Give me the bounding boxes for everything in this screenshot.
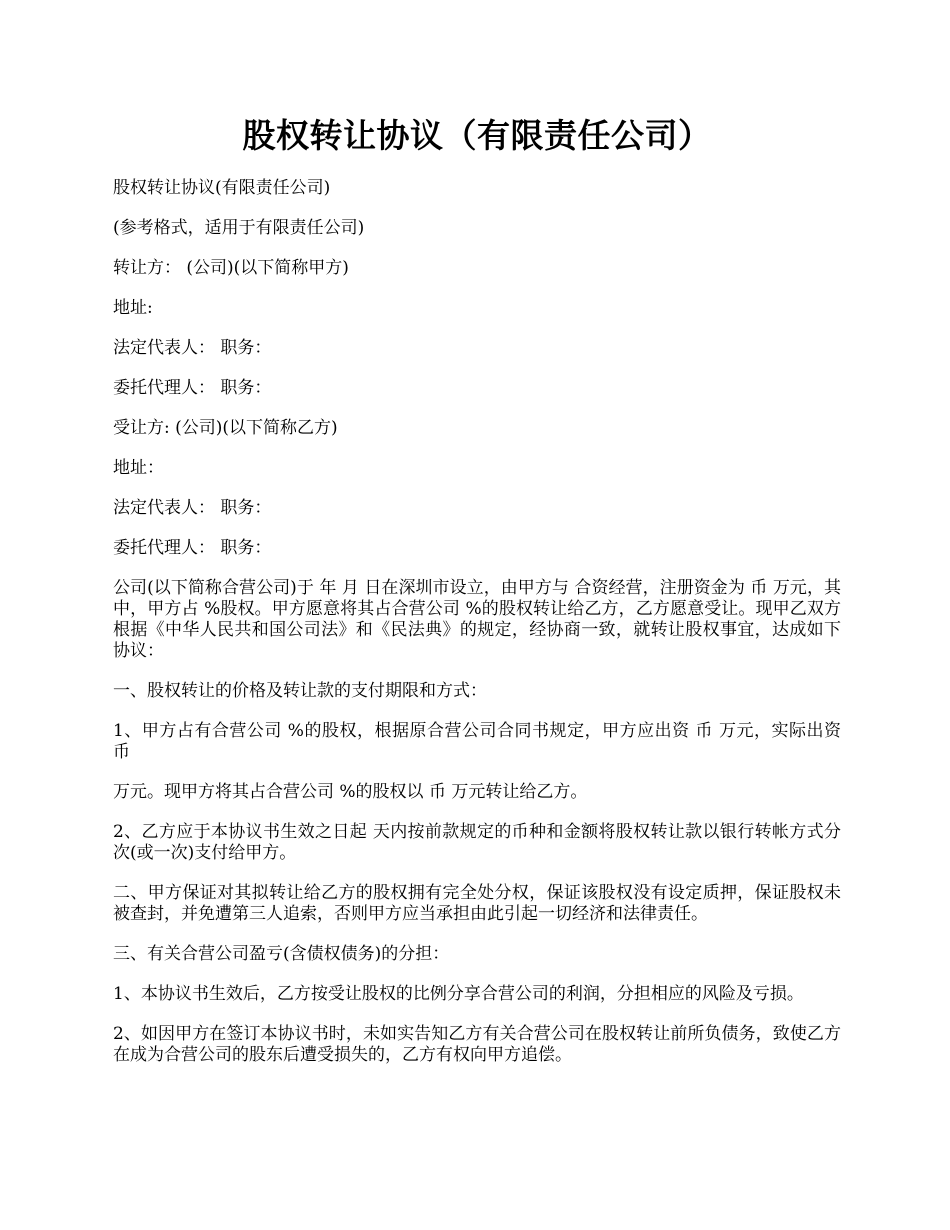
paragraph-transferee-agent: 委托代理人： 职务： <box>113 538 272 558</box>
document-title: 股权转让协议（有限责任公司） <box>242 116 712 155</box>
section-heading-profit-loss: 三、有关合营公司盈亏(含债权债务)的分担： <box>113 944 450 964</box>
paragraph-clause-3-1: 1、本协议书生效后，乙方按受让股权的比例分享合营公司的利润，分担相应的风险及亏损。 <box>113 984 804 1004</box>
paragraph-transferor-address: 地址: <box>113 298 153 318</box>
paragraph-clause-2: 二、甲方保证对其拟转让给乙方的股权拥有完全处分权，保证该股权没有设定质押，保证股权未被查封，并免遭第三人追索，否则甲方应当承担由此引起一切经济和法律责任。 <box>113 883 841 924</box>
paragraph-clause-1-1: 1、甲方占有合营公司 %的股权，根据原合营公司合同书规定，甲方应出资 币 万元，实际出资 币 <box>113 721 841 762</box>
paragraph-clause-3-2: 2、如因甲方在签订本协议书时，未如实告知乙方有关合营公司在股权转让前所负债务，致使乙方在成为合营公司的股东后遭受损失的，乙方有权向甲方追偿。 <box>113 1024 841 1065</box>
paragraph-doc-name: 股权转让协议(有限责任公司) <box>113 178 331 198</box>
paragraph-clause-1-2: 2、乙方应于本协议书生效之日起 天内按前款规定的币种和金额将股权转让款以银行转帐方式分 次(或一次)支付给甲方。 <box>113 822 841 863</box>
paragraph-clause-1-1-cont: 万元。现甲方将其占合营公司 %的股权以 币 万元转让给乙方。 <box>113 782 588 802</box>
document-body <box>113 178 841 1085</box>
paragraph-transferor-agent: 委托代理人： 职务： <box>113 378 272 398</box>
paragraph-preamble: 公司(以下简称合营公司)于 年 月 日在深圳市设立，由甲方与 合资经营，注册资金为 币 万元，其中，甲方占 %股权。甲方愿意将其占合营公司 %的股权转让给乙方，乙方愿意受让。现甲乙双方根据《中华人民共和国公司法》和《民法典》的规定，经协商一致，就转让股权事宜，达成如下协议： <box>113 578 841 661</box>
paragraph-reference-note: (参考格式，适用于有限责任公司) <box>113 218 365 238</box>
section-heading-price-payment: 一、股权转让的价格及转让款的支付期限和方式： <box>113 681 487 701</box>
paragraph-transferee-legal-rep: 法定代表人： 职务： <box>113 498 272 518</box>
paragraph-transferor-legal-rep: 法定代表人： 职务： <box>113 338 272 358</box>
paragraph-transferor: 转让方： (公司)(以下简称甲方) <box>113 258 349 278</box>
paragraph-transferee-address: 地址： <box>113 458 164 478</box>
paragraph-transferee: 受让方: (公司)(以下简称乙方) <box>113 418 338 438</box>
